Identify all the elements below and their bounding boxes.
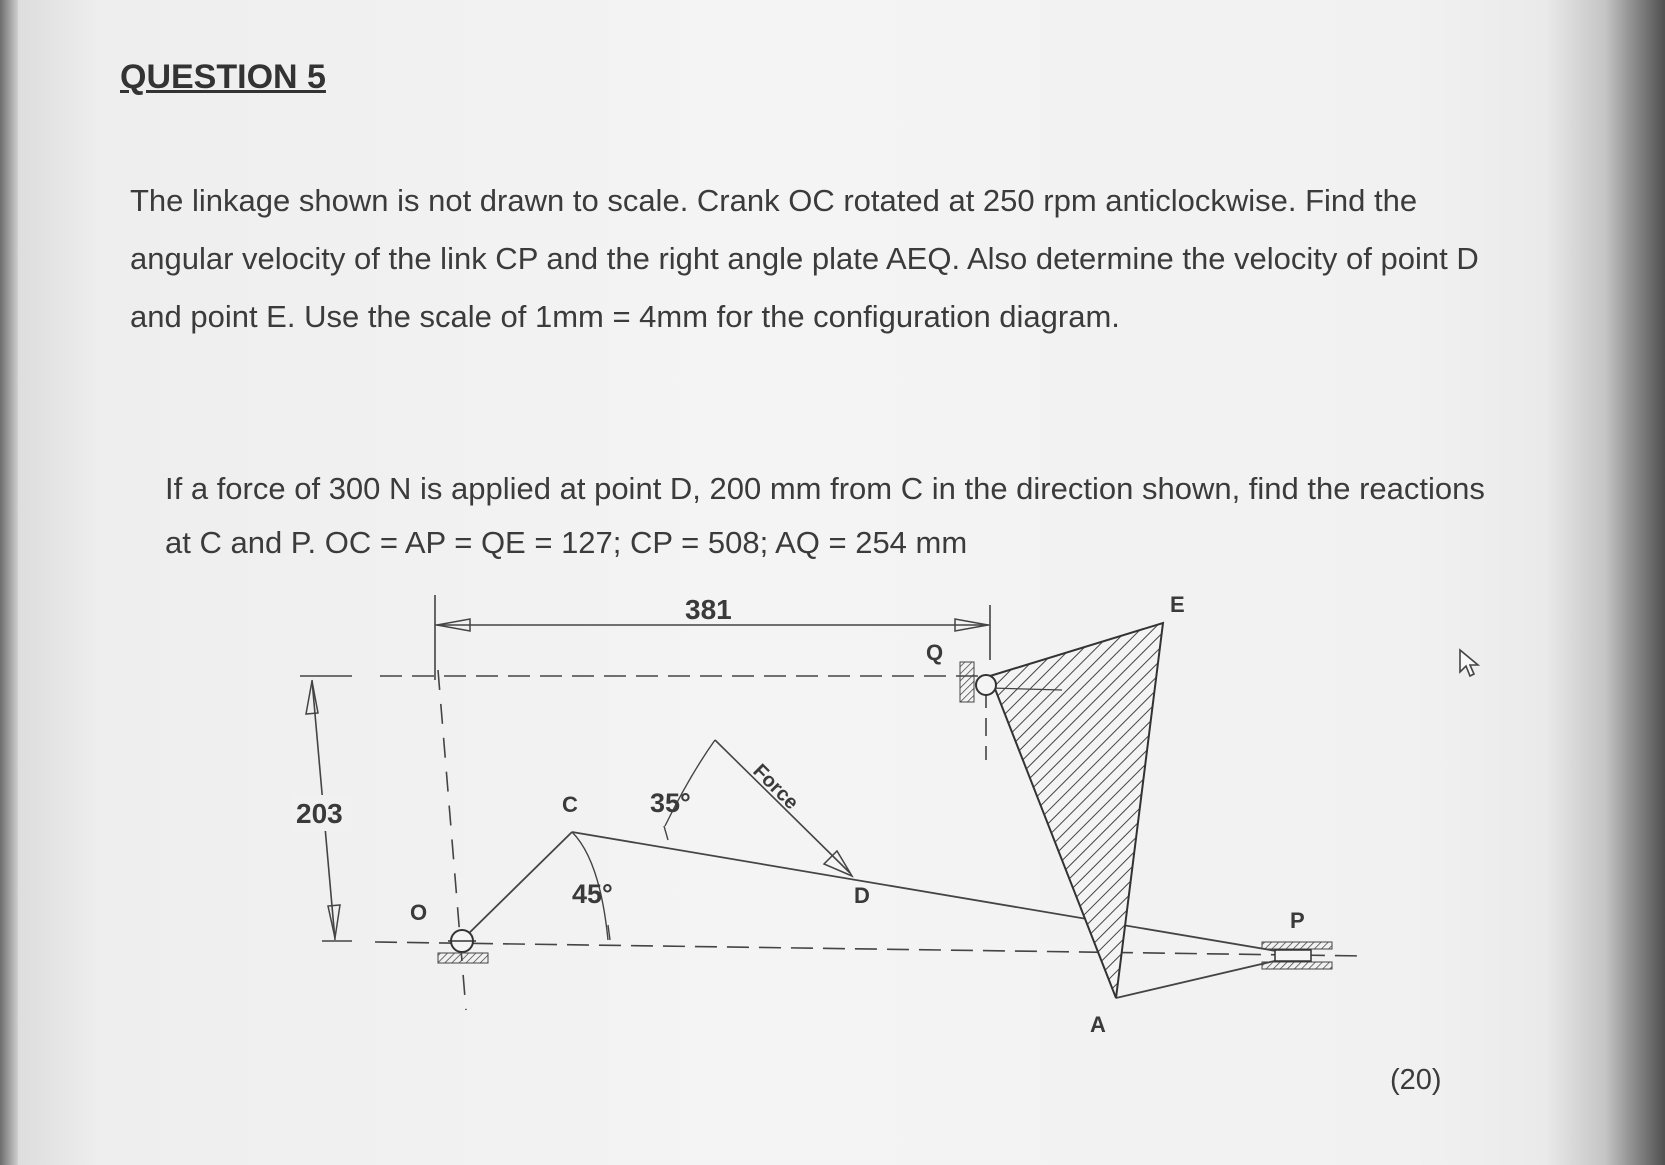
point-label-d: D [854,883,870,908]
crank-oc [462,832,572,940]
pivot-q [976,675,996,695]
slider-guide-bottom [1262,962,1332,969]
point-label-q: Q [926,640,944,665]
point-label-p: P [1290,908,1305,933]
force-label: Force [748,759,803,815]
ground-q-hatch [960,662,974,702]
angle-45-label: 45° [572,879,613,909]
point-label-c: C [562,792,578,817]
ground-o-hatch [438,953,488,963]
question-paragraph-2: If a force of 300 N is applied at point D, 200 mm from C in the direction shown, find the reactions at C and P. OC = AP = QE = 127; CP = 508; AQ = 254 mm [165,471,1485,560]
plate-aeq [990,623,1163,998]
link-ap [1116,955,1300,998]
link-cp [572,832,1300,955]
question-heading: QUESTION 5 [120,58,326,96]
dim-381-label: 381 [685,594,732,625]
point-label-o: O [410,900,428,925]
point-label-a: A [1090,1012,1106,1037]
mouse-pointer-icon [1458,648,1482,683]
marks-label: (20) [1390,1064,1442,1096]
slider-p [1275,950,1311,961]
question-paragraph-1: The linkage shown is not drawn to scale. Crank OC rotated at 250 rpm anticlockwise. Find the angular velocity of the link CP and the right angle plate AEQ. Also determine the velocity of point D and point E. Use the scale of 1mm = 4mm for the configuration diagram. [130,183,1479,334]
point-label-e: E [1170,592,1185,617]
dashed-bottom-reference [375,942,1365,956]
angle-35-tick [664,826,668,840]
slider-guide-top [1262,942,1332,949]
angle-35-label: 35° [650,788,691,818]
force-arrowhead [824,851,852,876]
dim-203-label: 203 [296,798,343,829]
photo-edge-right [1545,0,1665,1165]
